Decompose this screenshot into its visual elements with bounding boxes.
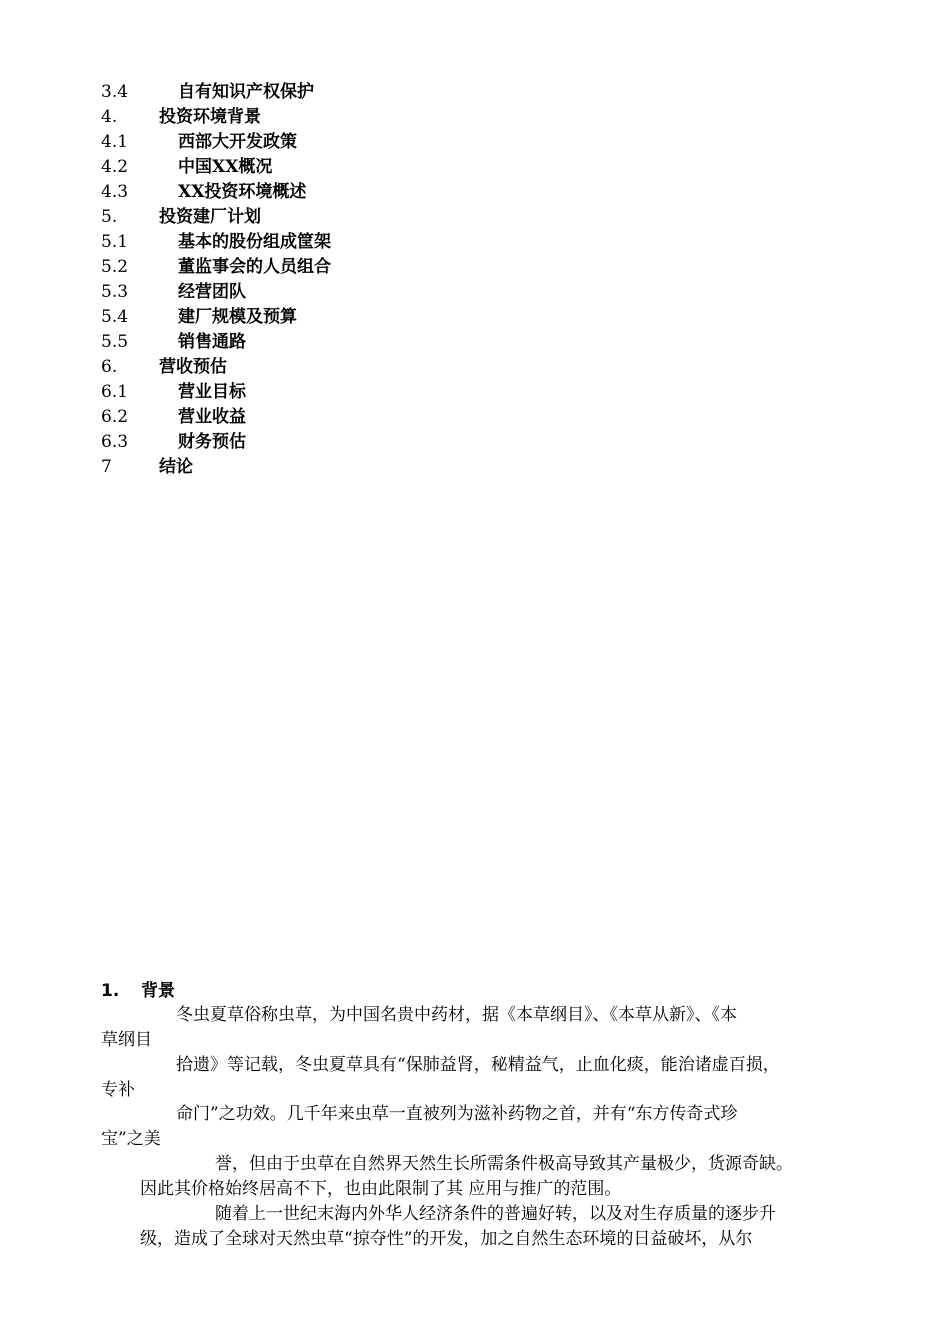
toc-entry xyxy=(101,130,521,155)
toc-title: XX投资环境概述 xyxy=(178,182,307,202)
paragraph-line: 誉，但由于虫草在自然界天然生长所需条件极高导致其产量极少，货源奇缺。 xyxy=(215,1154,793,1174)
toc-number: 4.2 xyxy=(101,157,129,177)
toc-entry xyxy=(101,405,521,430)
table-of-contents xyxy=(101,80,521,480)
toc-number: 7 xyxy=(101,457,112,477)
toc-entry xyxy=(101,255,521,280)
toc-number: 6.3 xyxy=(101,432,129,452)
paragraph-line: 级，造成了全球对天然虫草“掠夺性”的开发，加之自然生态环境的日益破坏，从尔 xyxy=(140,1229,753,1249)
toc-title: 销售通路 xyxy=(178,332,246,352)
toc-number: 6.2 xyxy=(101,407,129,427)
toc-title: 董监事会的人员组合 xyxy=(178,257,331,277)
section-number: 1. xyxy=(101,981,120,1001)
toc-title: 营收预估 xyxy=(159,357,227,377)
toc-number: 4.1 xyxy=(101,132,129,152)
toc-number: 5.5 xyxy=(101,332,129,352)
toc-title: 结论 xyxy=(159,457,193,477)
toc-title: 营业目标 xyxy=(178,382,246,402)
toc-title: 基本的股份组成筐架 xyxy=(178,232,331,252)
paragraph-line: 冬虫夏草俗称虫草，为中国名贵中药材，据《本草纲目》、《本草从新》、《本 xyxy=(176,1005,737,1025)
section-title: 背景 xyxy=(141,981,175,1001)
toc-entry xyxy=(101,230,521,255)
toc-entry xyxy=(101,155,521,180)
paragraph-line: 宝”之美 xyxy=(101,1129,161,1149)
toc-number: 5.3 xyxy=(101,282,129,302)
toc-number: 4.3 xyxy=(101,182,129,202)
toc-entry xyxy=(101,455,521,480)
toc-entry xyxy=(101,355,521,380)
toc-entry xyxy=(101,180,521,205)
toc-title: 投资环境背景 xyxy=(159,107,261,127)
toc-entry xyxy=(101,205,521,230)
paragraph-line: 因此其价格始终居高不下，也由此限制了其 应用与推广的范围。 xyxy=(140,1179,622,1199)
toc-entry xyxy=(101,105,521,130)
toc-entry xyxy=(101,305,521,330)
toc-title: 财务预估 xyxy=(178,432,246,452)
paragraph-line: 拾遗》等记载，冬虫夏草具有“保肺益肾，秘精益气，止血化痰，能治诸虚百损， xyxy=(176,1055,780,1075)
toc-title: 自有知识产权保护 xyxy=(178,82,314,102)
paragraph-line: 草纲目 xyxy=(101,1030,152,1050)
toc-number: 5.2 xyxy=(101,257,129,277)
toc-title: 投资建厂计划 xyxy=(159,207,261,227)
toc-entry xyxy=(101,280,521,305)
toc-number: 5.4 xyxy=(101,307,129,327)
toc-title: 营业收益 xyxy=(178,407,246,427)
toc-title: 经营团队 xyxy=(178,282,246,302)
paragraph-line: 命门”之功效。几千年来虫草一直被列为滋补药物之首，并有“东方传奇式珍 xyxy=(176,1104,738,1124)
toc-title: 中国XX概况 xyxy=(178,157,273,177)
toc-number: 6. xyxy=(101,357,118,377)
toc-number: 5.1 xyxy=(101,232,129,252)
paragraph-line: 专补 xyxy=(101,1080,135,1100)
toc-entry xyxy=(101,80,521,105)
toc-number: 6.1 xyxy=(101,382,129,402)
toc-entry xyxy=(101,380,521,405)
toc-number: 4. xyxy=(101,107,118,127)
toc-number: 5. xyxy=(101,207,118,227)
toc-number: 3.4 xyxy=(101,82,129,102)
paragraph-line: 随着上一世纪末海内外华人经济条件的普遍好转，以及对生存质量的逐步升 xyxy=(215,1204,776,1224)
toc-entry xyxy=(101,330,521,355)
toc-title: 建厂规模及预算 xyxy=(178,307,297,327)
toc-title: 西部大开发政策 xyxy=(178,132,297,152)
toc-entry xyxy=(101,430,521,455)
